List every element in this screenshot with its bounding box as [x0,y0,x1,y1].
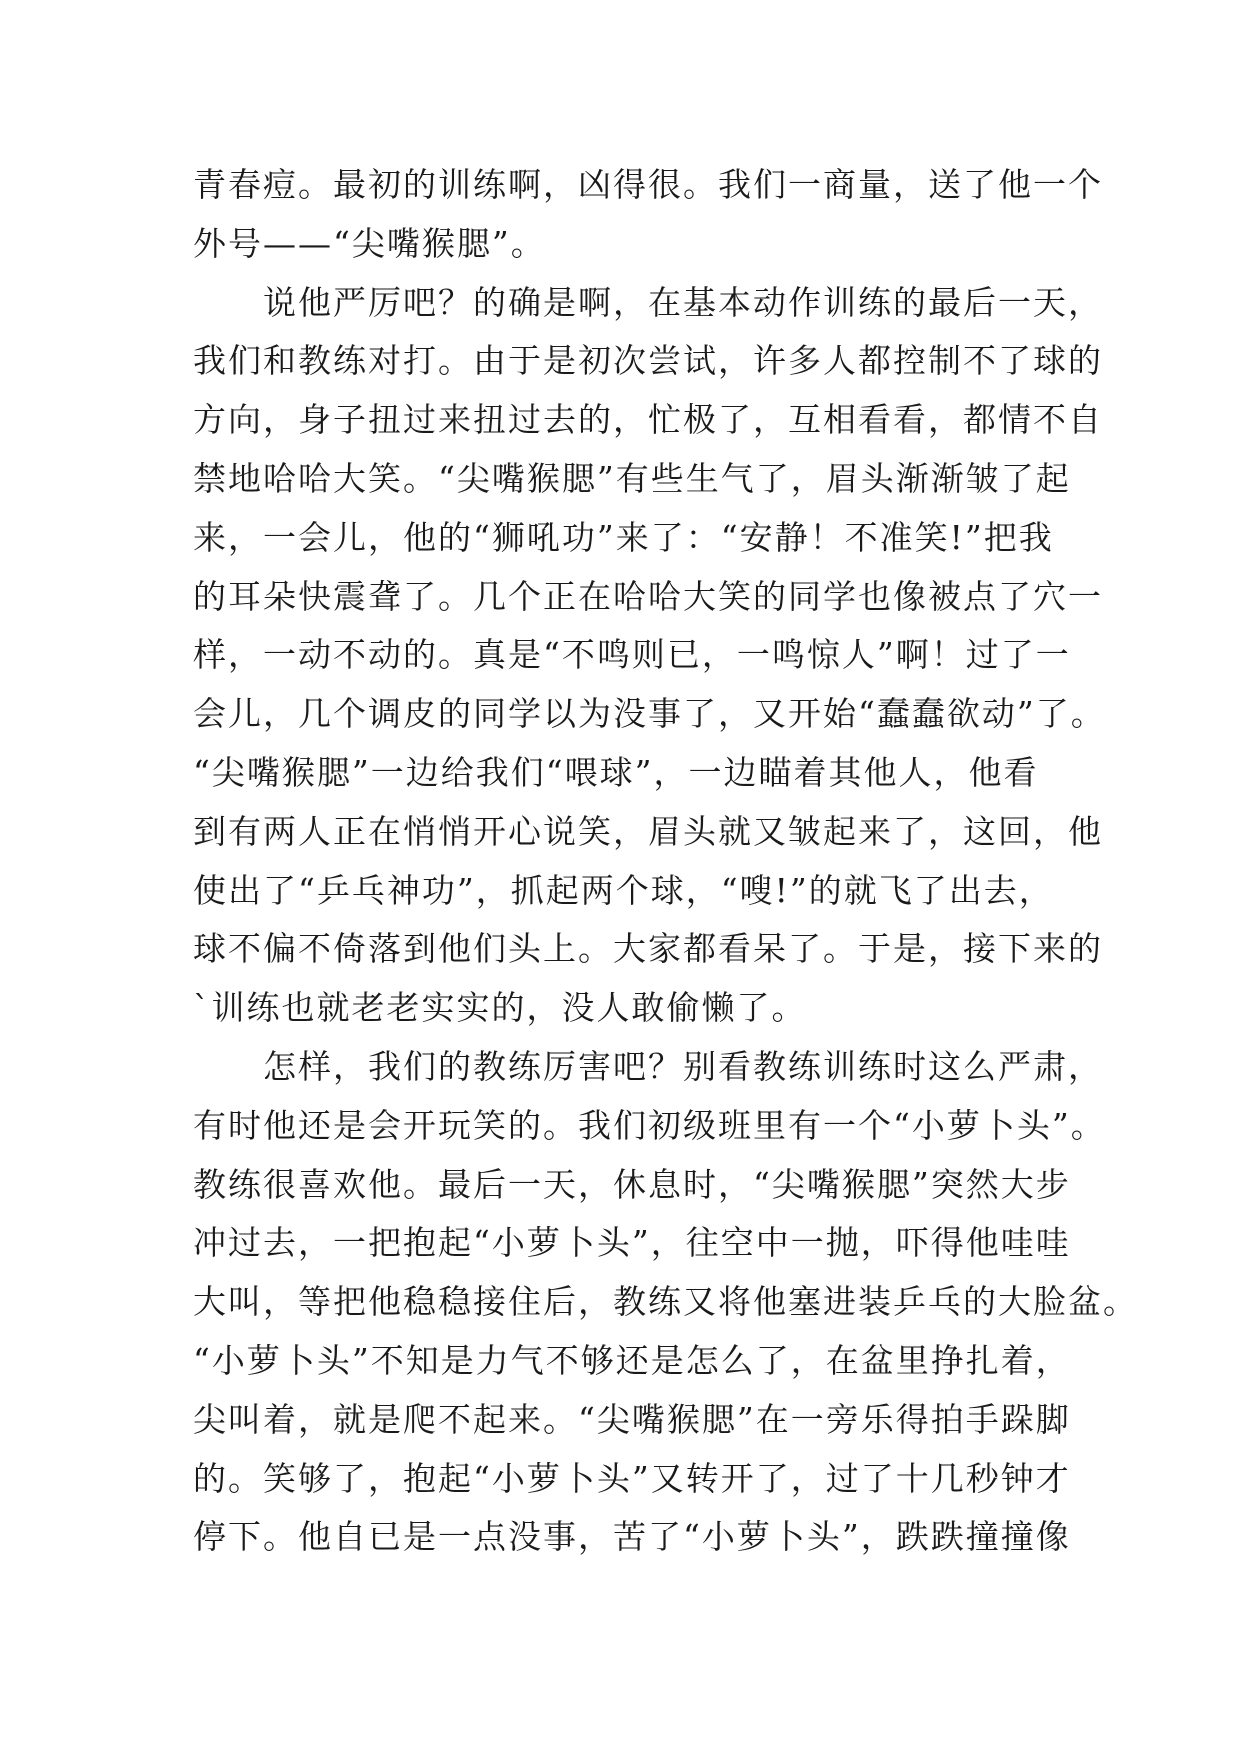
text-line: 外号——“尖嘴猴腮”。 [193,223,546,263]
text-line: 球不偏不倚落到他们头上。大家都看呆了。于是，接下来的 [193,929,1103,969]
text-line: 教练很喜欢他。最后一天，休息时，“尖嘴猴腮”突然大步 [193,1164,1071,1204]
text-line: 我们和教练对打。由于是初次尝试，许多人都控制不了球的 [193,341,1103,381]
text-line: 来，一会儿，他的“狮吼功”来了：“安静！不准笑!”把我 [193,517,1054,557]
text-line: 说他严厉吧？的确是啊，在基本动作训练的最后一天， [193,282,1103,322]
body-text [193,156,1138,1567]
text-line: `训练也就老老实实的，没人敢偷懒了。 [193,988,807,1028]
text-line: 停下。他自已是一点没事，苦了“小萝卜头”，跌跌撞撞像 [193,1517,1071,1557]
text-line: 的。笑够了，抱起“小萝卜头”又转开了，过了十几秒钟才 [193,1458,1071,1498]
text-line: 有时他还是会开玩笑的。我们初级班里有一个“小萝卜头”。 [193,1105,1106,1145]
text-line: 方向，身子扭过来扭过去的，忙极了，互相看看，都情不自 [193,400,1103,440]
text-line: 冲过去，一把抱起“小萝卜头”，往空中一抛，吓得他哇哇 [193,1223,1071,1263]
text-line: 怎样，我们的教练厉害吧？别看教练训练时这么严肃， [193,1046,1103,1086]
text-line: “小萝卜头”不知是力气不够还是怎么了，在盆里挣扎着， [193,1340,1071,1380]
text-line: 青春痘。最初的训练啊，凶得很。我们一商量，送了他一个 [193,165,1103,204]
text-line: 使出了“乒乓神功”，抓起两个球，“嗖!”的就飞了出去， [193,870,1054,910]
text-line: 大叫，等把他稳稳接住后，教练又将他塞进装乒乓的大脸盆。 [193,1282,1138,1322]
text-line: 样，一动不动的。真是“不鸣则已，一鸣惊人”啊！过了一 [193,635,1071,675]
text-line: 尖叫着，就是爬不起来。“尖嘴猴腮”在一旁乐得拍手跺脚 [193,1399,1071,1439]
text-line: 的耳朵快震聋了。几个正在哈哈大笑的同学也像被点了穴一 [193,576,1103,616]
text-line: 会儿，几个调皮的同学以为没事了，又开始“蠢蠢欲动”了。 [193,694,1106,734]
text-line: 禁地哈哈大笑。“尖嘴猴腮”有些生气了，眉头渐渐皱了起 [193,458,1071,498]
text-line: 到有两人正在悄悄开心说笑，眉头就又皱起来了，这回，他 [193,811,1103,851]
text-line: “尖嘴猴腮”一边给我们“喂球”，一边瞄着其他人，他看 [193,752,1039,792]
